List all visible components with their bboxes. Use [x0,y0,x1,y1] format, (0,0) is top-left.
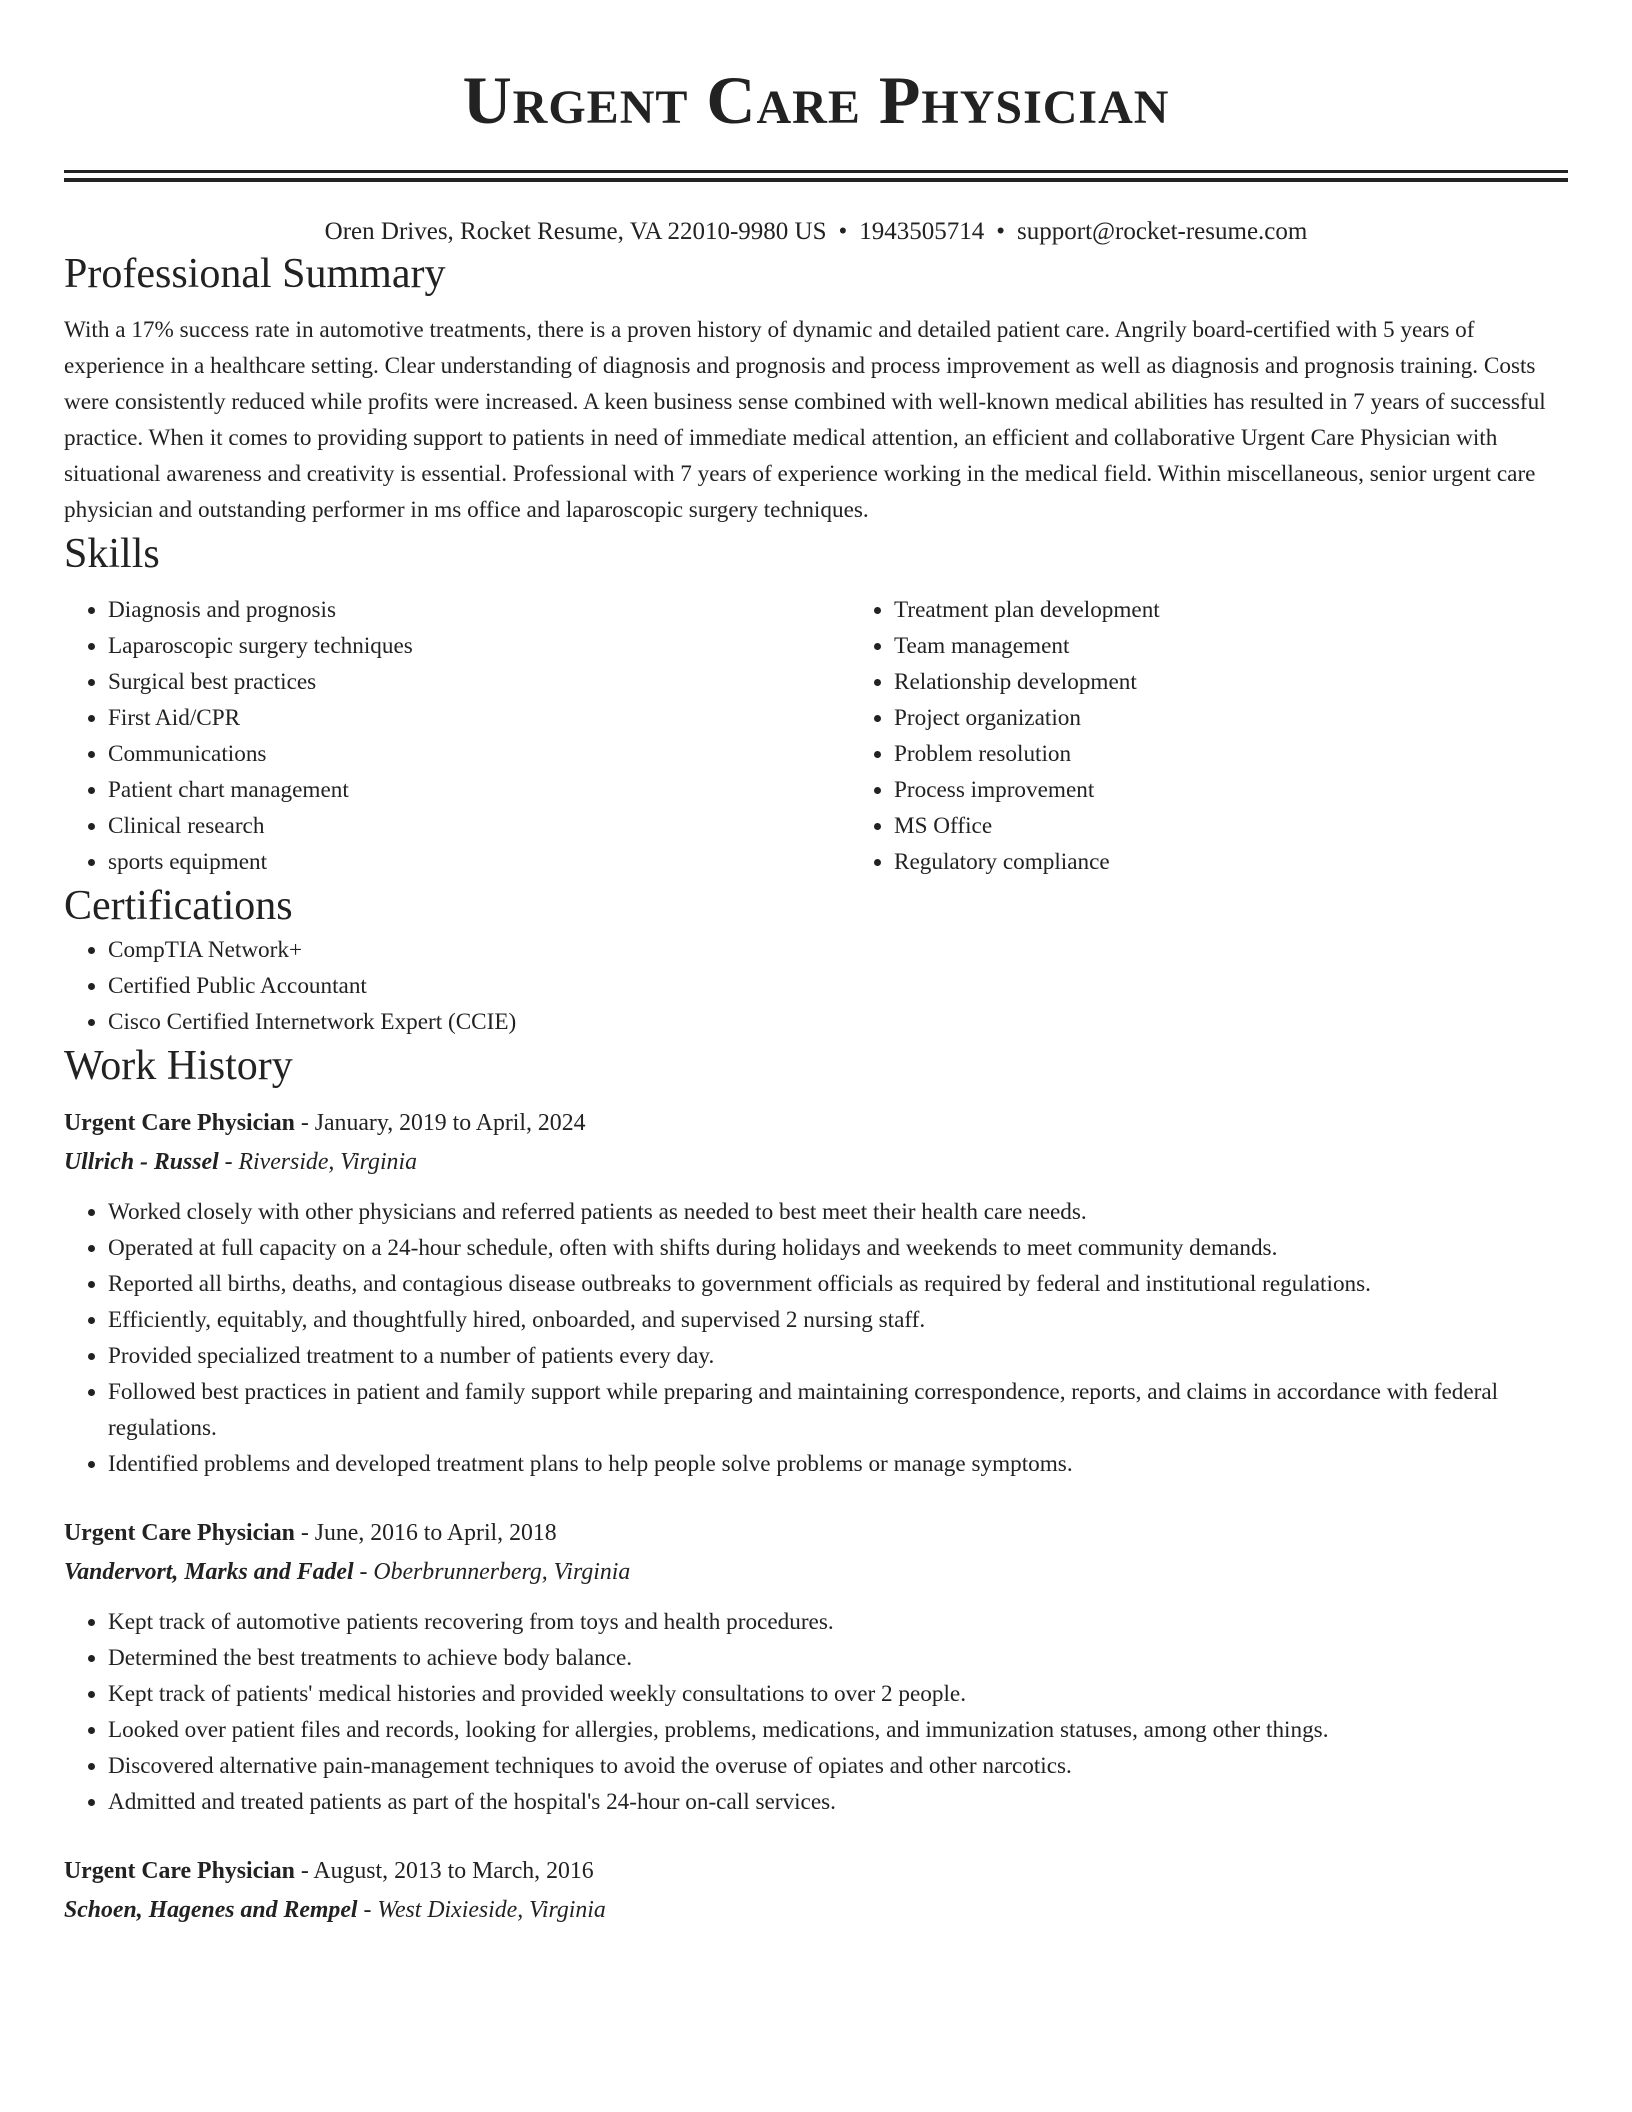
skill-item: • Communications [108,736,850,772]
job-entry [64,1514,1568,1820]
job-dates: - January, 2019 to April, 2024 [294,1110,586,1136]
contact-separator: • [996,218,1006,245]
job-bullet: • Discovered alternative pain-management techniques to avoid the overuse of opiates and other narcotics. [108,1748,1568,1784]
certifications-list [64,932,1568,1040]
skill-item: • Clinical research [108,808,850,844]
job-bullet: • Kept track of patients' medical histories and provided weekly consultations to over 2 people. [108,1676,1568,1712]
job-bullet: • Identified problems and developed treatment plans to help people solve problems or manage symptoms. [108,1446,1568,1482]
job-bullet: • Determined the best treatments to achieve body balance. [108,1640,1568,1676]
job-company-line [64,1552,1568,1592]
job-bullet: • Efficiently, equitably, and thoughtfully hired, onboarded, and supervised 2 nursing staff. [108,1302,1568,1338]
skill-item: • Project organization [894,700,1632,736]
contact-line [64,216,1568,248]
job-location: - Oberbrunnerberg, Virginia [353,1559,631,1585]
skill-item: • Relationship development [894,664,1632,700]
contact-separator: • [838,218,848,245]
skill-item: • Treatment plan development [894,592,1632,628]
certification-item: • Cisco Certified Internetwork Expert (CCIE) [108,1004,1568,1040]
job-bullets [64,1194,1568,1482]
job-bullet: • Kept track of automotive patients recovering from toys and health procedures. [108,1604,1568,1640]
skill-item: • First Aid/CPR [108,700,850,736]
job-dates: - August, 2013 to March, 2016 [294,1858,594,1884]
job-company: Schoen, Hagenes and Rempel [64,1897,358,1923]
skill-item: • Process improvement [894,772,1632,808]
job-bullet: • Provided specialized treatment to a number of patients every day. [108,1338,1568,1374]
contact-email: support@rocket-resume.com [1017,218,1308,245]
job-bullet: • Followed best practices in patient and family support while preparing and maintaining correspondence, reports, and claims in accordance with federal regulations. [108,1374,1568,1446]
job-location: - West Dixieside, Virginia [357,1897,606,1923]
certification-item: • CompTIA Network+ [108,932,1568,968]
skills-list-left [64,592,850,880]
job-entry [64,1852,1568,1930]
summary-text: With a 17% success rate in automotive treatments, there is a proven history of dynamic and detailed patient care. Angrily board-certified with 5 years of experience in a healthcare setting. Clear understanding of diagnosis and prognosis and process improvement as well as diagnosis and prognosis training. Costs were consistently reduced while profits were increased. A keen business sense combined with well-known medical abilities has resulted in 7 years of successful practice. When it comes to providing support to patients in need of immediate medical attention, an efficient and collaborative Urgent Care Physician with situational awareness and creativity is essential. Professional with 7 years of experience working in the medical field. Within miscellaneous, senior urgent care physician and outstanding performer in ms office and laparoscopic surgery techniques. [64,317,1546,523]
skill-item: • MS Office [894,808,1632,844]
job-title-line [64,1104,1568,1142]
skill-item: • Surgical best practices [108,664,850,700]
job-title: Urgent Care Physician [64,1110,295,1136]
job-company: Vandervort, Marks and Fadel [64,1559,354,1585]
skill-item: • Team management [894,628,1632,664]
job-title-line [64,1852,1568,1890]
skill-item: • sports equipment [108,844,850,880]
skill-item: • Patient chart management [108,772,850,808]
work-history-heading: Work History [64,1043,293,1089]
job-bullet: • Operated at full capacity on a 24-hour schedule, often with shifts during holidays and weekends to meet community demands. [108,1230,1568,1266]
skill-item: • Diagnosis and prognosis [108,592,850,628]
title-divider [64,170,1568,182]
skill-item: • Problem resolution [894,736,1632,772]
job-company: Ullrich - Russel [64,1149,219,1175]
job-bullets [64,1604,1568,1820]
job-bullet: • Worked closely with other physicians and referred patients as needed to best meet their health care needs. [108,1194,1568,1230]
job-bullet: • Looked over patient files and records, looking for allergies, problems, medications, and immunization statuses, among other things. [108,1712,1568,1748]
page-title: Urgent Care Physician [462,62,1170,138]
job-entry [64,1104,1568,1482]
job-bullet: • Admitted and treated patients as part of the hospital's 24-hour on-call services. [108,1784,1568,1820]
job-dates: - June, 2016 to April, 2018 [294,1520,557,1546]
skills-heading: Skills [64,531,160,577]
job-title: Urgent Care Physician [64,1520,295,1546]
skill-item: • Laparoscopic surgery techniques [108,628,850,664]
certification-item: • Certified Public Accountant [108,968,1568,1004]
job-title-line [64,1514,1568,1552]
summary-heading: Professional Summary [64,251,446,297]
job-company-line [64,1142,1568,1182]
job-title: Urgent Care Physician [64,1858,295,1884]
job-company-line [64,1890,1568,1930]
certifications-heading: Certifications [64,883,293,929]
skill-item: • Regulatory compliance [894,844,1632,880]
contact-address: Oren Drives, Rocket Resume, VA 22010-9980 US [324,218,827,245]
job-location: - Riverside, Virginia [218,1149,417,1175]
skills-columns [64,592,1568,880]
contact-phone: 1943505714 [859,218,985,245]
skills-list-right [850,592,1632,880]
job-bullet: • Reported all births, deaths, and contagious disease outbreaks to government officials as required by federal and institutional regulations. [108,1266,1568,1302]
